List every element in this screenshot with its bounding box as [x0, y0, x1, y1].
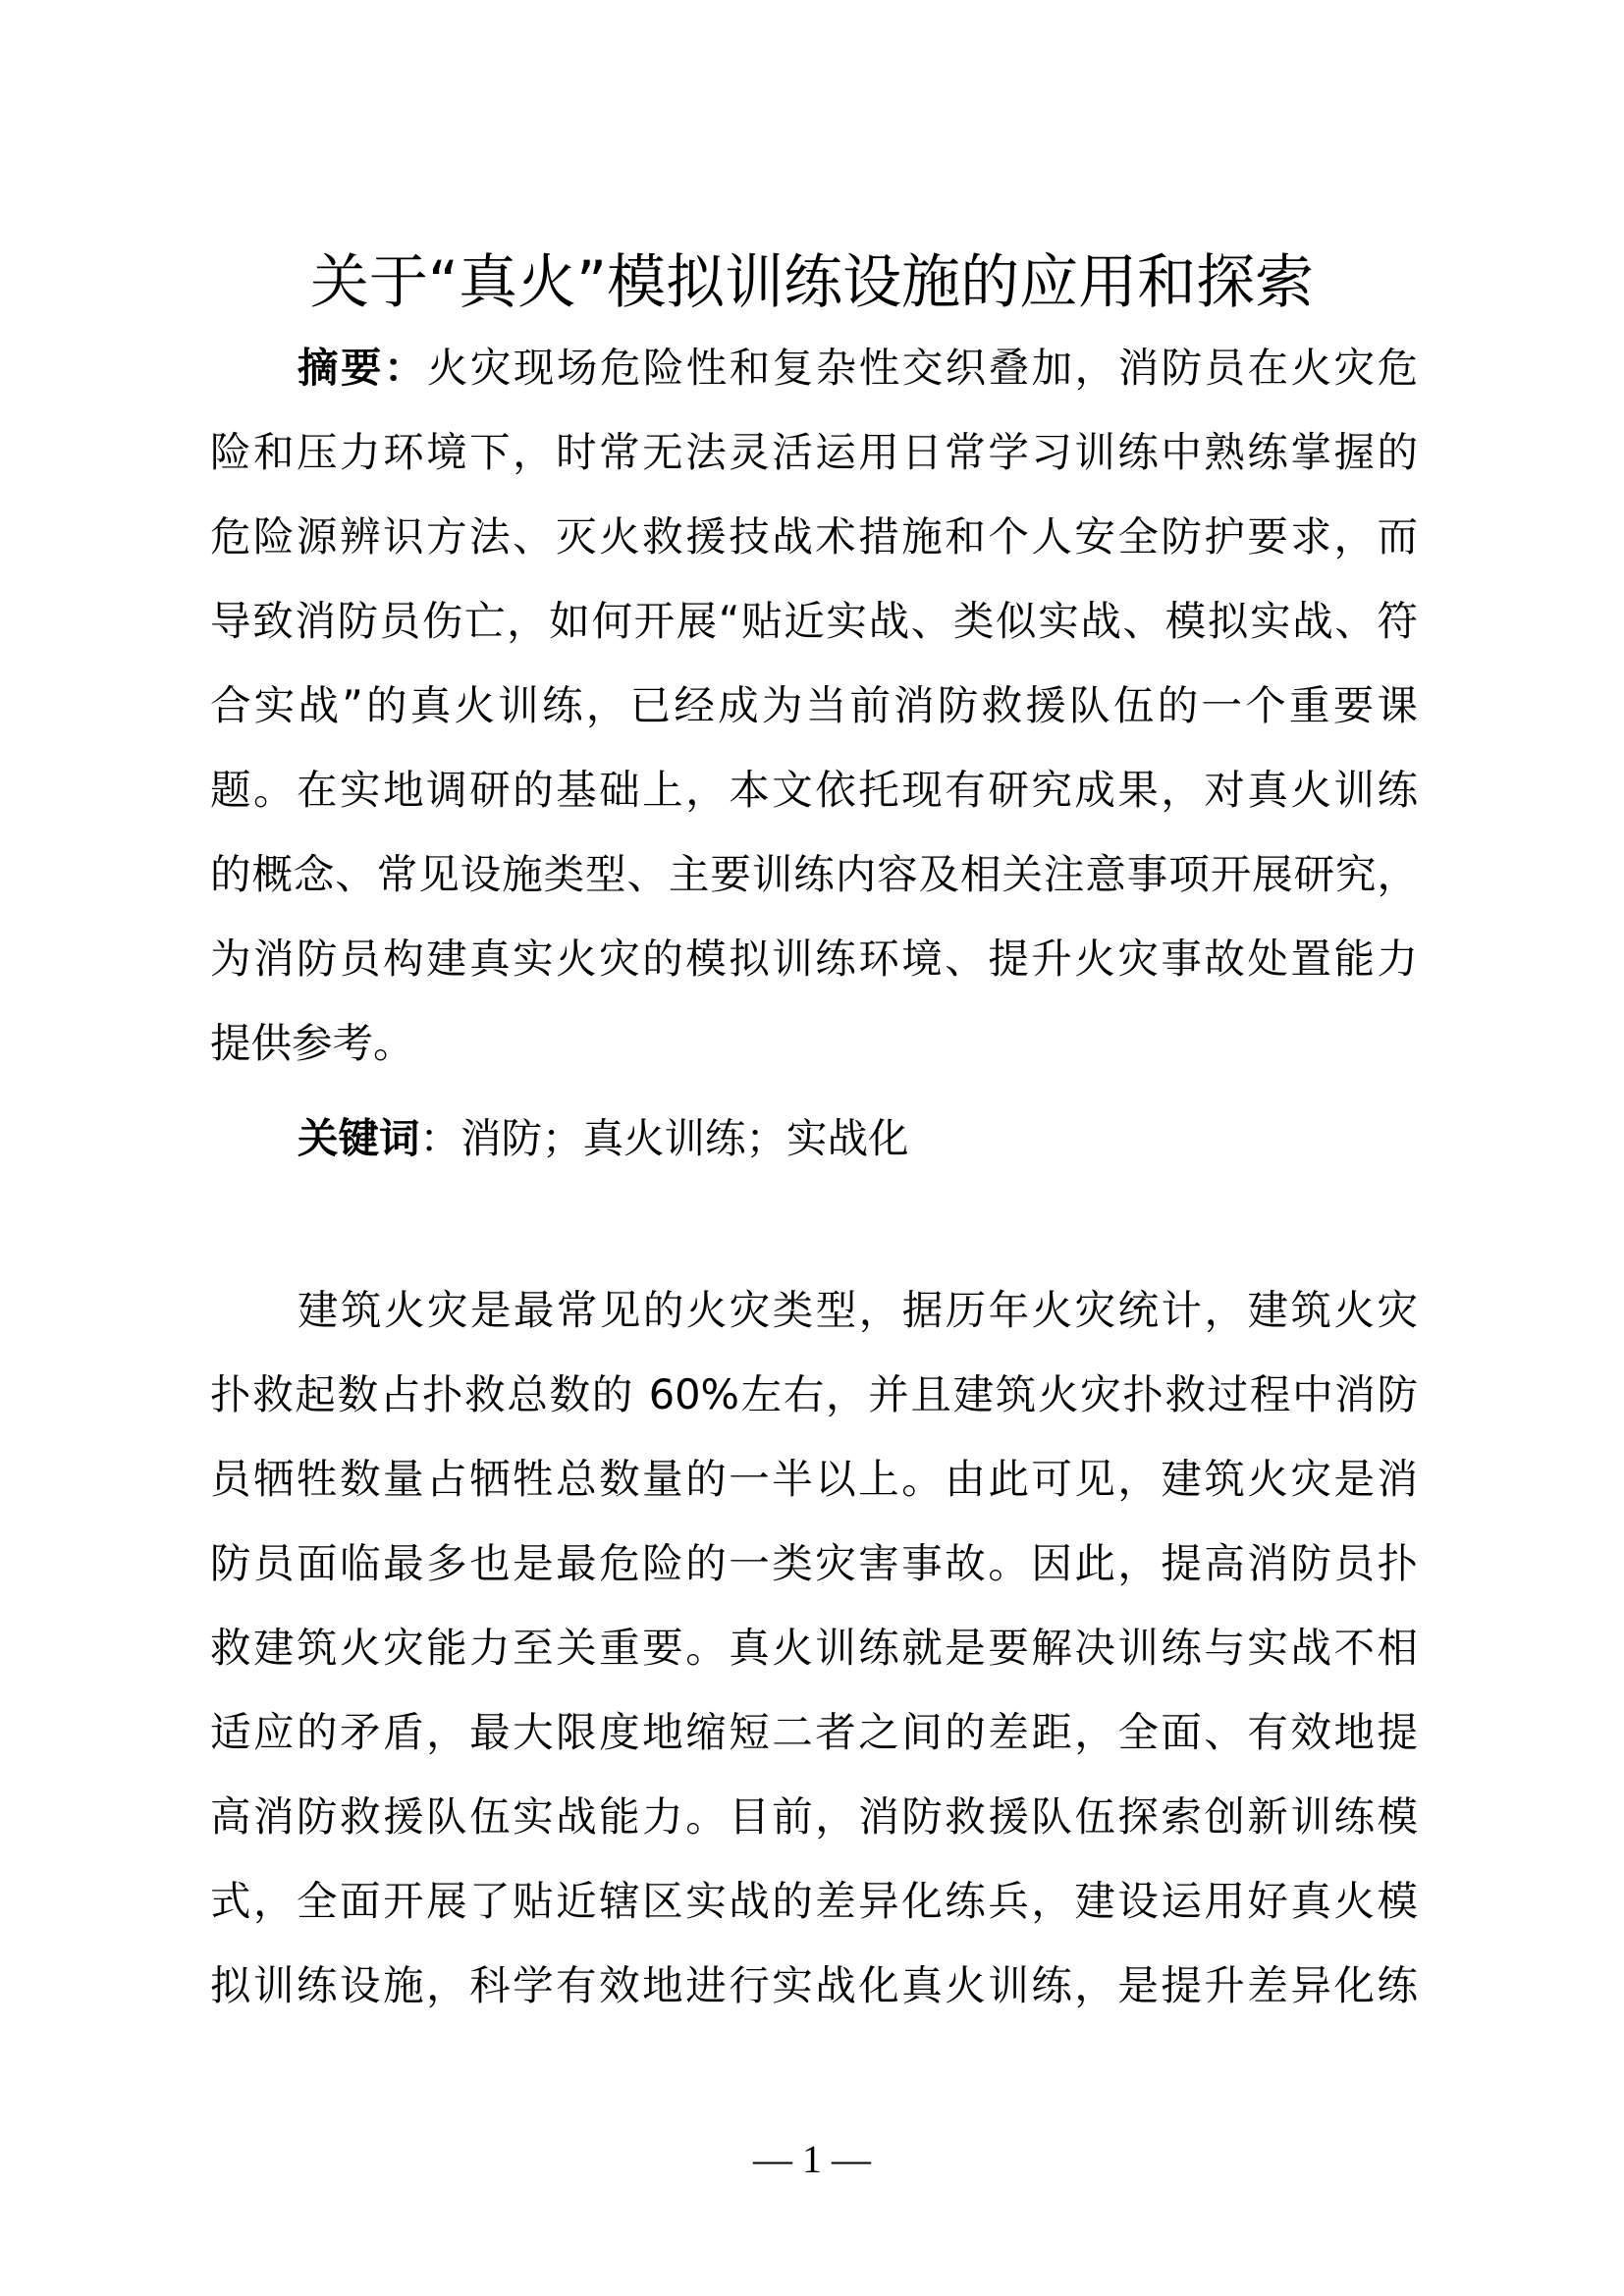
keywords-label: 关键词	[298, 1114, 420, 1162]
paragraph-line: 式，全面开展了贴近辖区实战的差异化练兵，建设运用好真火模	[210, 1877, 1418, 1925]
abstract-line: 的概念、常见设施类型、主要训练内容及相关注意事项开展研究，	[210, 850, 1418, 898]
abstract-line: 合实战”的真火训练，已经成为当前消防救援队伍的一个重要课	[210, 681, 1418, 729]
abstract-line: 提供参考。	[210, 1019, 414, 1067]
abstract-line: 题。在实地调研的基础上，本文依托现有研究成果，对真火训练	[210, 766, 1418, 814]
keywords-separator: ：	[419, 1114, 461, 1162]
paragraph-line: 高消防救援队伍实战能力。目前，消防救援队伍探索创新训练模	[210, 1792, 1418, 1841]
abstract-label: 摘要：	[298, 344, 427, 392]
abstract-line: 摘要：火灾现场危险性和复杂性交织叠加，消防员在火灾危	[298, 344, 1418, 392]
paragraph-line: 救建筑火灾能力至关重要。真火训练就是要解决训练与实战不相	[210, 1624, 1418, 1672]
paragraph-line: 防员面临最多也是最危险的一类灾害事故。因此，提高消防员扑	[210, 1539, 1418, 1587]
abstract-line: 危险源辨识方法、灭火救援技战术措施和个人安全防护要求，而	[210, 512, 1418, 561]
abstract-line: 导致消防员伤亡，如何开展“贴近实战、类似实战、模拟实战、符	[210, 597, 1418, 645]
abstract-line: 险和压力环境下，时常无法灵活运用日常学习训练中熟练掌握的	[210, 428, 1418, 476]
abstract-section	[210, 326, 1418, 1086]
keywords-line	[210, 1096, 1418, 1181]
page-number: — 1 —	[753, 2137, 871, 2181]
paragraph-line: 扑救起数占扑救总数的 60%左右，并且建筑火灾扑救过程中消防	[210, 1370, 1418, 1418]
body-paragraph	[210, 1268, 1418, 2028]
paragraph-line: 员牺牲数量占牺牲总数量的一半以上。由此可见，建筑火灾是消	[210, 1455, 1418, 1503]
abstract-line: 为消防员构建真实火灾的模拟训练环境、提升火灾事故处置能力	[210, 934, 1418, 983]
paragraph-line: 建筑火灾是最常见的火灾类型，据历年火灾统计，建筑火灾	[298, 1286, 1418, 1334]
document-title: 关于“真火”模拟训练设施的应用和探索	[309, 248, 1315, 317]
paragraph-line: 适应的矛盾，最大限度地缩短二者之间的差距，全面、有效地提	[210, 1708, 1418, 1756]
keywords-section	[210, 1096, 1418, 1181]
keywords-value: 消防；真火训练；实战化	[460, 1114, 909, 1162]
paragraph-line: 拟训练设施，科学有效地进行实战化真火训练，是提升差异化练	[210, 1961, 1418, 2009]
